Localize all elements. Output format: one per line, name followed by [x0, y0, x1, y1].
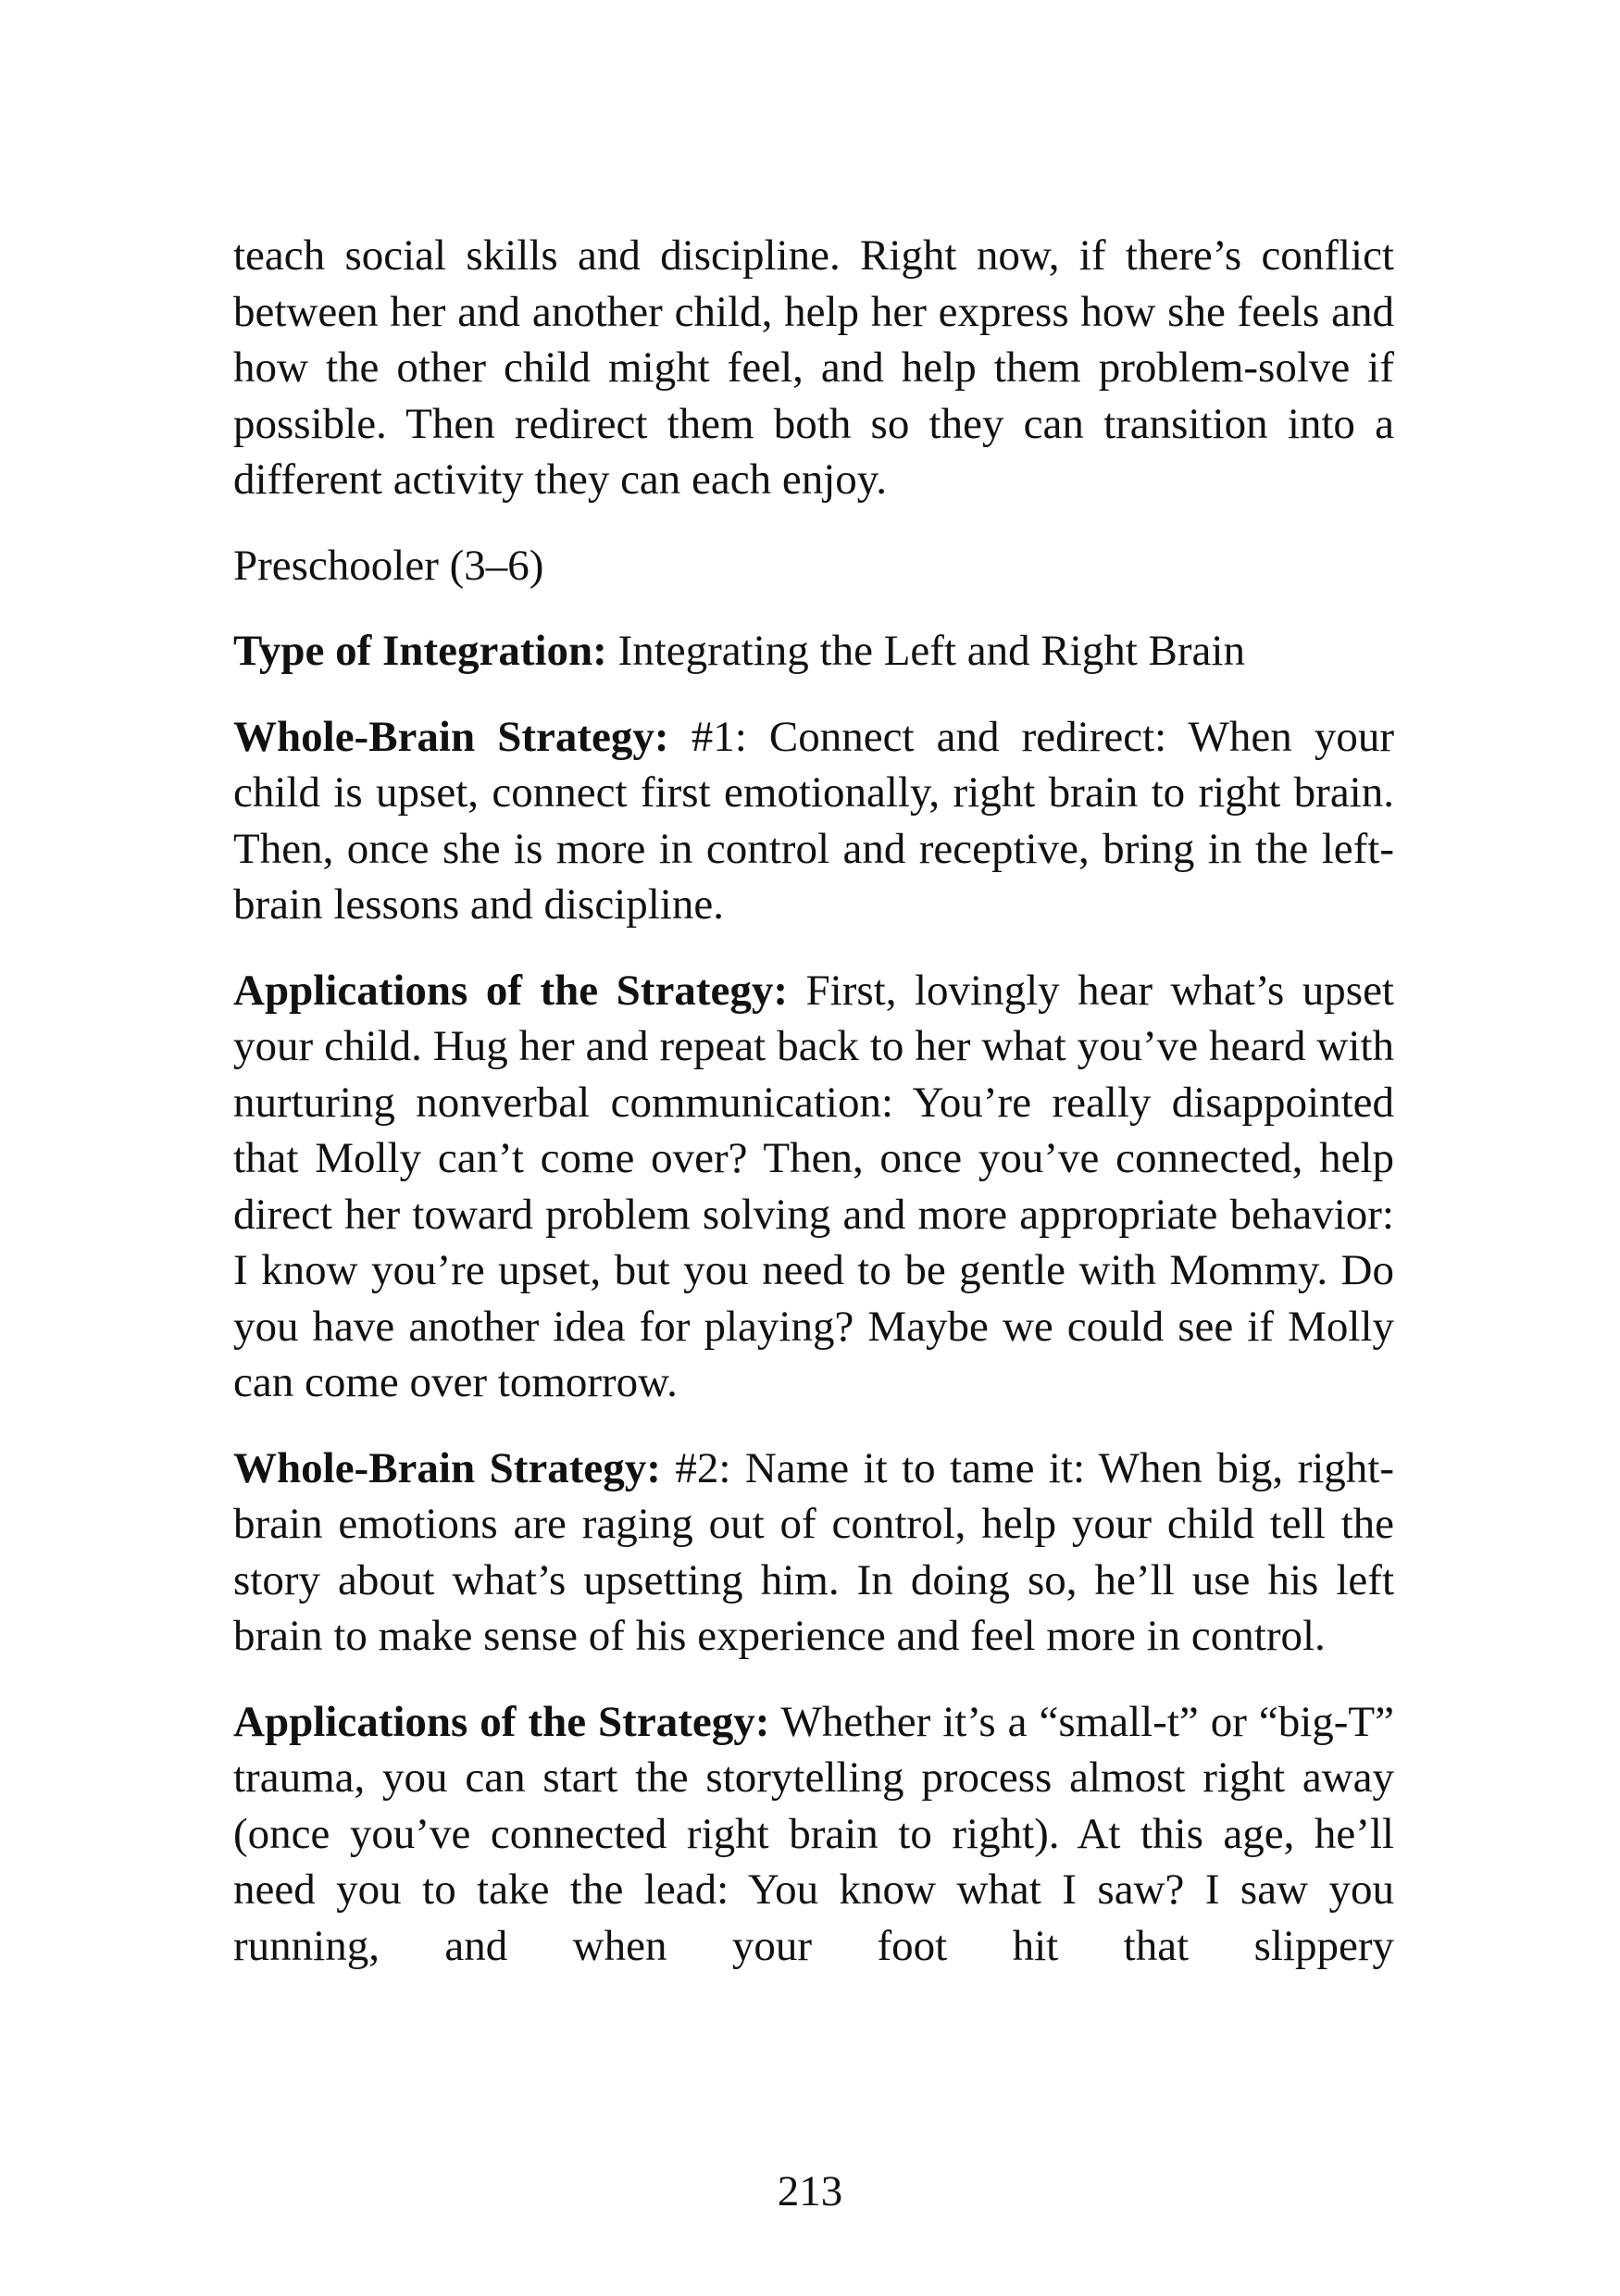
- strategy-2-label: Whole-Brain Strategy:: [233, 1443, 661, 1492]
- application-1-entry: [233, 963, 1394, 1411]
- application-1-text: First, lovingly hear what’s upset your child. Hug her and repeat back to her what you’ve heard with nurturing nonverbal communication: You’re really disappointed that Molly can’t come over? Then, once you’ve connected, help direct her toward problem solving and more appropriate behavior: I know you’re upset, but you need to be gentle with Mommy. Do you have another idea for playing? Maybe we could see if Molly can come over tomorrow.: [233, 966, 1394, 1406]
- age-heading: Preschooler (3–6): [233, 541, 544, 590]
- integration-text: Integrating the Left and Right Brain: [606, 627, 1245, 675]
- continued-paragraph: teach social skills and discipline. Right now, if there’s conflict between her and another child, help her express how she feels and how the other child might feel, and help them problem-solve if possible. Then redirect them both so they can transition into a different activity they can each enjoy.: [233, 231, 1394, 504]
- strategy-1-text: #1: Connect and redirect: When your child is upset, connect first emotionally, right brain to right brain. Then, once she is more in control and receptive, bring in the left-brain lessons and discipline.: [233, 712, 1394, 929]
- application-1-label: Applications of the Strategy:: [233, 966, 788, 1015]
- application-2-entry: [233, 1694, 1394, 1975]
- strategy-2-text: #2: Name it to tame it: When big, right-brain emotions are raging out of control, help your child tell the story about what’s upsetting him. In doing so, he’ll use his left brain to make sense of his experience and feel more in control.: [233, 1443, 1394, 1660]
- integration-label: Type of Integration:: [233, 627, 607, 675]
- integration-entry: [233, 623, 1394, 680]
- application-2-text: Whether it’s a “small-t” or “big-T” trauma, you can start the storytelling process almost right away (once you’ve connected right brain to right). At this age, he’ll need you to take the lead: You know what I saw? I saw you running, and when your foot hit that slippery: [233, 1697, 1394, 1970]
- page-number: 213: [777, 2167, 843, 2215]
- strategy-2-entry: [233, 1441, 1394, 1665]
- strategy-1-entry: [233, 709, 1394, 933]
- application-2-label: Applications of the Strategy:: [233, 1697, 770, 1746]
- strategy-1-label: Whole-Brain Strategy:: [233, 712, 669, 761]
- page-body: [233, 228, 1394, 2003]
